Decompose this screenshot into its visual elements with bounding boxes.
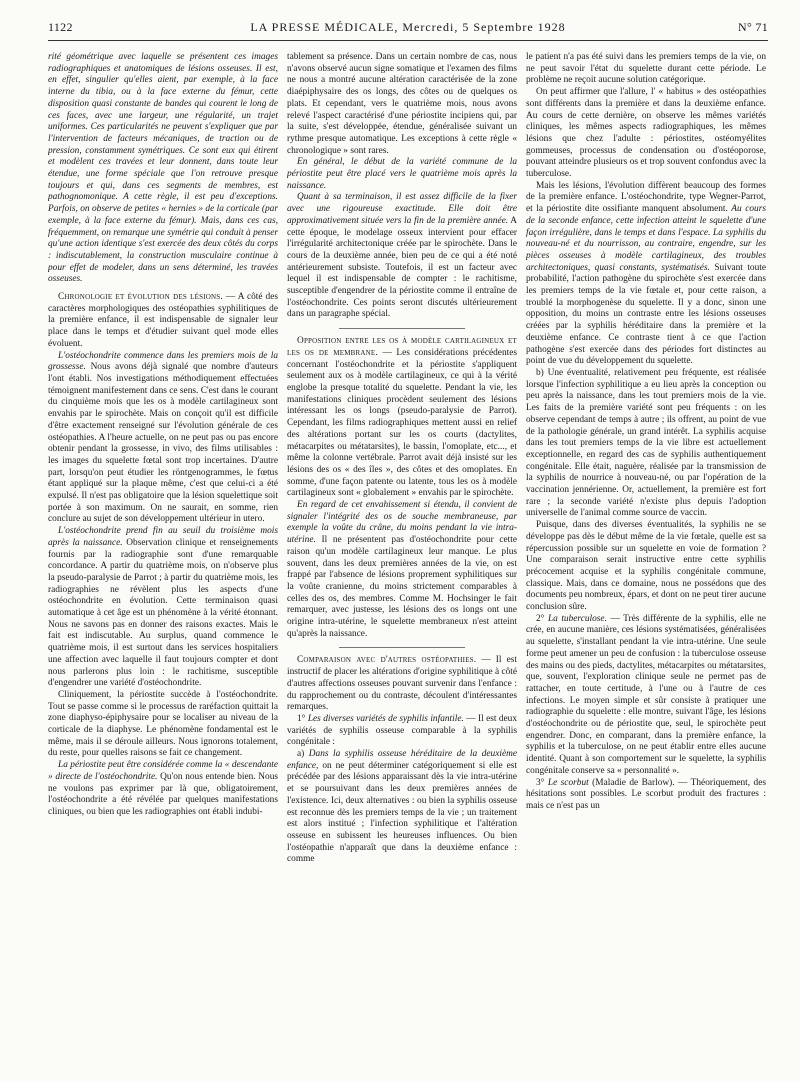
column-2: [287, 52, 517, 1064]
issue-number: N° 71: [738, 20, 768, 34]
paragraph-text: tablement sa présence. Dans un certain nombre de cas, nous n'avons observé aucun signe somatique et l'examen des films ne nous a montré aucune altération caractérisée de la zone diaépiphysaire des os longs, des côtes ou de quelques os plats. Et cependant, vers le quatrième mois, nous avons relevé l'aspect caractérisé d'une périostite incipiens qui, par la suite, s'est développée, étendue, généralisée suivant un rythme presque automatique. Les exceptions à cette règle « chronologique » sont rares.: [287, 52, 517, 156]
column-3: [526, 52, 766, 1064]
subsection-heading: Les diverses variétés de syphilis infantile.: [307, 713, 464, 724]
paragraph-text: — Très différente de la syphilis, elle ne crée, en aucune manière, ces lésions systématisées, généralisées au squelette, s'installant pendant la vie intra-utérine. Une seule forme peut amener un peu de confusion : la tuberculose osseuse des mains ou des pieds, dactylites, métacarpites ou métatarsites, que, souvent, l'exploration clinique seule ne permet pas de rattacher, en toute certitude, à l'une ou à l'autre de ces infections. Le moyen simple et sûr consiste à pratiquer une radiographie du squelette : elle montre, suivant l'âge, les lésions d'ostéochondrite ou de périostite que, seul, le spirochète peut engendrer. Donc, en comparant, dans la première enfance, la syphilis et la tuberculose, on ne peut établir entre elles aucune identité. Quant à son comportement sur le squelette, la syphilis congénitale conserve sa « personnalité ».: [526, 613, 766, 776]
paragraph-text: on ne peut déterminer catégoriquement si elle est précédée par des lésions apparaissant dès la vie intra-utérine et se poursuivant dans les deux premières années de l'existence. Ici, deux alternatives : ou bien la syphilis osseuse est reconnue dès les premiers temps de la vie ; un traitement est alors institué ; l'infection syphilitique et l'altération osseuse en subissent les heureuses influences. Ou bien l'ostéopathie n'apparaît que dans la deuxième enfance : comme: [287, 760, 517, 865]
paragraph-text: le patient n'a pas été suivi dans les premiers temps de la vie, on ne peut savoir l'état du squelette durant cette période. Le problème ne reçoit aucune solution catégorique.: [526, 52, 766, 86]
list-marker: 3°: [536, 777, 548, 788]
paragraph: [287, 52, 517, 157]
paragraph: [287, 336, 517, 500]
list-marker: a): [297, 749, 309, 760]
paragraph-text: Observation clinique et renseignements fournis par la radiographie sont d'une remarquable concordance. A partir du quatrième mois, on n'observe plus la pseudo-paralysie de Parrot ; à partir du quatrième mois, les radiographies ne révèlent plus les aspects d'une ostéochondrite en évolution. Cette terminaison quasi automatique à cet âge est un phénomène à la vérité étonnant. Nous ne savons pas en donner des raisons exactes. Mais le fait est indiscutable. Au surplus, quand commence le quatrième mois, il est surtout dans les services hospitaliers une affection avec laquelle il faut toujours compter et dont nous parlerons plus loin : le rachitisme, susceptible d'engendrer une variété d'ostéochondrite.: [48, 537, 278, 689]
paragraph-text: b) Une éventualité, relativement peu fréquente, est réalisée lorsque l'infection syphilitique a eu lieu après la conception ou peu après la naissance, dans les tout premiers mois de la vie. Les faits de la première variété sont peu fréquents : on les observe cependant de temps à autre ; ils offrent, au point de vue de la pathologie générale, un grand intérêt. La syphilis acquise dans les tout premiers temps de la vie libre est actuellement exceptionnelle, en regard des cas de syphilis authentiquement congénitale. Elle était, naguère, réalisée par la transmission de la syphilis de nourrice à nouveau-né, ou par l'opération de la vaccination jennérienne. Or, actuellement, la première est fort rare ; la seconde variété n'existe plus depuis l'adoption universelle de l'animal comme source de vaccin.: [526, 367, 766, 519]
paragraph-emphasis: L'ostéochondrite commence dans les premiers mois de la grossesse.: [48, 350, 278, 373]
paragraph-text: Mais les lésions, l'évolution diffèrent beaucoup des formes de la première enfance. L'ostéochondrite, type Wegner-Parrot, et la périostite dite ossifiante manquent absolument.: [526, 180, 766, 215]
paragraph: [526, 87, 766, 181]
paragraph: [287, 749, 517, 866]
list-marker: 1°: [297, 713, 308, 724]
paragraph: [287, 655, 517, 714]
paragraph-text: Cliniquement, la périostite succède à l'ostéochondrite. Tout se passe comme si le processus de raréfaction quittait la zone diaphyso-épiphysaire pour se localiser au niveau de la corticale de la diaphyse. Le phénomène fondamental est le même, mais il se déroule ailleurs. Nous ignorons totalement, du reste, pour quelles raisons se fait ce changement.: [48, 689, 278, 759]
section-heading: Chronologie et évolution des lésions.: [58, 292, 223, 303]
section-divider: [339, 647, 466, 648]
paragraph: [526, 181, 766, 368]
paragraph-text: — Les considérations précédentes concernant l'ostéochondrite et la périostite s'appliquent seulement aux os à modèle cartilagineux, ce qui à la vérité englobe la presque totalité du squelette. Pendant la vie, les manifestations cliniques procèdent seulement des lésions intéressant les os longs (pseudo-paralysie de Parrot). Cependant, les films radiographiques mettent aussi en relief des altérations portant sur les os courts (dactylites, métacarpites ou métatarsites), le bassin, l'omoplate, etc..., et même la colonne vertébrale. Parrot avait déjà insisté sur les lésions des os « des îles », des côtes et des omoplates. En somme, d'une façon patente ou latente, tous les os à modèle cartilagineux sont « globalement » envahis par le spirochète.: [287, 347, 517, 499]
paragraph: [526, 52, 766, 87]
page-number: 1122: [48, 20, 73, 34]
paragraph-text: (Maladie de Barlow). — Théoriquement, des hésitations sont possibles. Le scorbut produit des fractures : mais ce n'est pas un: [526, 777, 766, 811]
paragraph-emphasis: L'ostéochondrite prend fin au seuil du troisième mois après la naissance.: [48, 526, 278, 548]
paragraph: [48, 526, 278, 690]
paragraph: [48, 52, 278, 286]
paragraph-text: Nous avons déjà signalé que nombre d'auteurs l'ont établi. Nos investigations méthodiquement effectuées témoignent manifestement dans ce sens. C'est dans le courant du cinquième mois que les os à modèle cartilagineux sont envahis par le spirochète. Mais on conçoit qu'il est difficile d'être exactement renseigné sur l'évolution générale de ces ostéopathies. A l'heure actuelle, on ne peut pas ou pas encore obtenir pendant la grossesse, in vivo, des films utilisables : les images du squelette fœtal sont trop incertaines. D'autre part, lorsqu'on peut étudier les röntgenogrammes, le fœtus étant appliqué sur la plaque même, c'est que celui-ci a été expulsé. Il n'est pas obligatoire que la lésion squelettique soit portée à son maximum. On ne saurait, en somme, rien conclure au sujet de son développement ultérieur in utero.: [48, 362, 278, 525]
paragraph-text: Puisque, dans des diverses éventualités, la syphilis ne se développe pas dès le début même de la vie fœtale, quelle est sa répercussion possible sur un squelette en voie de formation ? Une comparaison serait instructive entre cette syphilis précocement acquise et la syphilis congénitale commune, classique. Mais, dans ce domaine, nous ne possédons que des documents peu nombreux, épars, et dont on ne peut tirer aucune conclusion sûre.: [526, 520, 766, 613]
paragraph: [287, 714, 517, 749]
paragraph-text: — A côté des caractères morphologiques des ostéopathies syphilitiques de la première enfance, il est indispensable de signaler leur place dans le temps et d'étudier suivant quel mode elles évoluent.: [48, 292, 278, 349]
paragraph: [287, 157, 517, 192]
paragraph-emphasis: Dans la syphilis osseuse héréditaire de la deuxième enfance,: [287, 749, 517, 771]
section-heading: Comparaison avec d'autres ostéopathies.: [297, 655, 477, 666]
paragraph-text: — Il est deux variétés de syphilis osseuse comparable à la syphilis congénitale :: [287, 713, 517, 748]
paragraph-text: Suivant toute probabilité, l'action pathogène du spirochète s'est exercée dans les premiers temps de la vie fœtale et, pour cette raison, a troublé la morphogenèse du squelette. Il y a donc, sinon une opposition, du moins un contraste entre les lésions osseuses créées par la syphilis héréditaire dans la première et la deuxième enfance. Ce contraste tient à ce que l'action pathogène s'est exercée dans des périodes fort distinctes au point de vue du développement du squelette.: [526, 262, 766, 367]
running-header: [48, 20, 768, 36]
paragraph-emphasis: Quant à sa terminaison, il est assez difficile de la fixer avec une rigoureuse exactitude. Elle doit être approximativement située vers la fin de la première année.: [287, 192, 517, 226]
paragraph: [48, 351, 278, 527]
journal-title: LA PRESSE MÉDICALE, Mercredi, 5 Septembre 1928: [250, 20, 566, 34]
paragraph: [48, 292, 278, 351]
paragraph-text: — Il est instructif de placer les altérations d'origine syphilitique à côté d'autres affections osseuses pouvant survenir dans l'enfance : du rapprochement ou du contraste, découlent d'intéressantes remarques.: [287, 655, 517, 713]
list-marker: 2°: [536, 613, 548, 624]
paragraph: [48, 690, 278, 760]
paragraph: [287, 500, 517, 640]
paragraph-emphasis: La périostite peut être considérée comme la « descendante » directe de l'ostéochondrite.: [48, 760, 278, 782]
header-rule: [48, 40, 768, 41]
paragraph: [287, 192, 517, 321]
subsection-heading: Le scorbut: [547, 777, 589, 788]
paragraph-emphasis: En regard de cet envahissement si étendu, il convient de signaler l'intégrité des os de souche membraneuse, par exemple la voûte du crâne, du moins pendant la vie intra-utérine.: [287, 500, 517, 546]
paragraph-text: Qu'on nous entende bien. Nous ne voulons pas exprimer par là que, obligatoirement, l'ostéochondrite a été révélée par quelques manifestations cliniques, ou bien que les radiographies ont établi indubi-: [48, 771, 278, 817]
paragraph-emphasis: Au cours de la seconde enfance, cette infection atteint le squelette d'une façon irrégulière, dans le temps et dans l'espace. La syphilis du nouveau-né et du nourrisson, au contraire, engendre, sur les pièces osseuses à modèle cartilagineux, des troubles architectoniques, quasi constants, systématisés.: [526, 204, 766, 273]
paragraph-emphasis: En général, le début de la variété commune de la périostite peut être placé vers le quatrième mois après la naissance.: [287, 157, 517, 191]
section-heading: Opposition entre les os à modèle cartilagineux et les os de membrane.: [287, 336, 517, 358]
subsection-heading: La tuberculose.: [547, 613, 607, 624]
paragraph: [526, 778, 766, 813]
paragraph-text: Il ne présentent pas d'ostéochondrite pour cette raison qu'un modèle cartilagineux leur manque. Le plus souvent, dans les deux premières années de la vie, on est frappé par l'absence de lésions proprement syphilitiques sur la voûte cranienne, du moins strictement comparables à celles des os, des membres. Comme M. Hochsinger le fait remarquer, avec justesse, les lésions des os longs ont une origine intra-utérine, le squelette membraneux n'est atteint qu'après la naissance.: [287, 535, 517, 639]
paragraph-text: A cette époque, le modelage osseux intervient pour effacer l'irrégularité architectonique créée par le spirochète. Dans le cours de la deuxième année, bien peu de ce qui a été noté antérieurement subsiste. Toutefois, il est un facteur avec lequel il est indispensable de compter : le rachitisme, susceptible d'engendrer de la périostite comme il entraîne de l'ostéochondrite. Ces points seront discutés ultérieurement dans un paragraphe spécial.: [287, 215, 517, 320]
paragraph: [526, 614, 766, 778]
section-divider: [339, 328, 466, 329]
paragraph: [48, 760, 278, 819]
column-1: [48, 52, 278, 1064]
paragraph-text: rité géométrique avec laquelle se présentent ces images radiographiques et anatomiques de lésions osseuses. Il est, en effet, singulier qu'elles aient, par exemple, à la face interne du tibia, ou à la face externe du fémur, cette disposition quasi constante de bandes qui courent le long de ces faces, avec une largeur, une régularité, un trajet uniformes. Ces particularités ne peuvent s'expliquer que par l'intervention de facteurs mécaniques, de traction ou de pression, constamment symétriques. Ce sont eux qui étirent et modèlent ces travées et leur donnent, dans toute leur étendue, une forme spéciale que l'on retrouve presque toujours et qui, dans ces segments de membres, est pathognomonique. A cette règle, il est peu d'exceptions. Parfois, on observe de petites « hernies » de la corticale (par exemple, à la face externe du fémur). Mais, dans ces cas, fréquemment, on remarque une symétrie qui conduit à penser qu'une action identique s'est exercée des deux côtés du corps : indiscutablement, la construction musculaire continue à pour effet de modeler, dans un sens déterminé, les travées osseuses.: [48, 52, 278, 285]
paragraph-text: On peut affirmer que l'allure, l' « habitus » des ostéopathies sont différents dans la première et dans la deuxième enfance. Au cours de cette dernière, on observe les mêmes variétés cliniques, les mêmes aspects radiographiques, les mêmes lésions que chez l'adulte : périostites, ostéomyélites gommeuses, processus de condensation ou d'ostéoporose, pouvant atteindre plusieurs os et trop souvent confondus avec la tuberculose.: [526, 87, 766, 180]
paragraph: [526, 520, 766, 614]
paragraph: [526, 368, 766, 520]
